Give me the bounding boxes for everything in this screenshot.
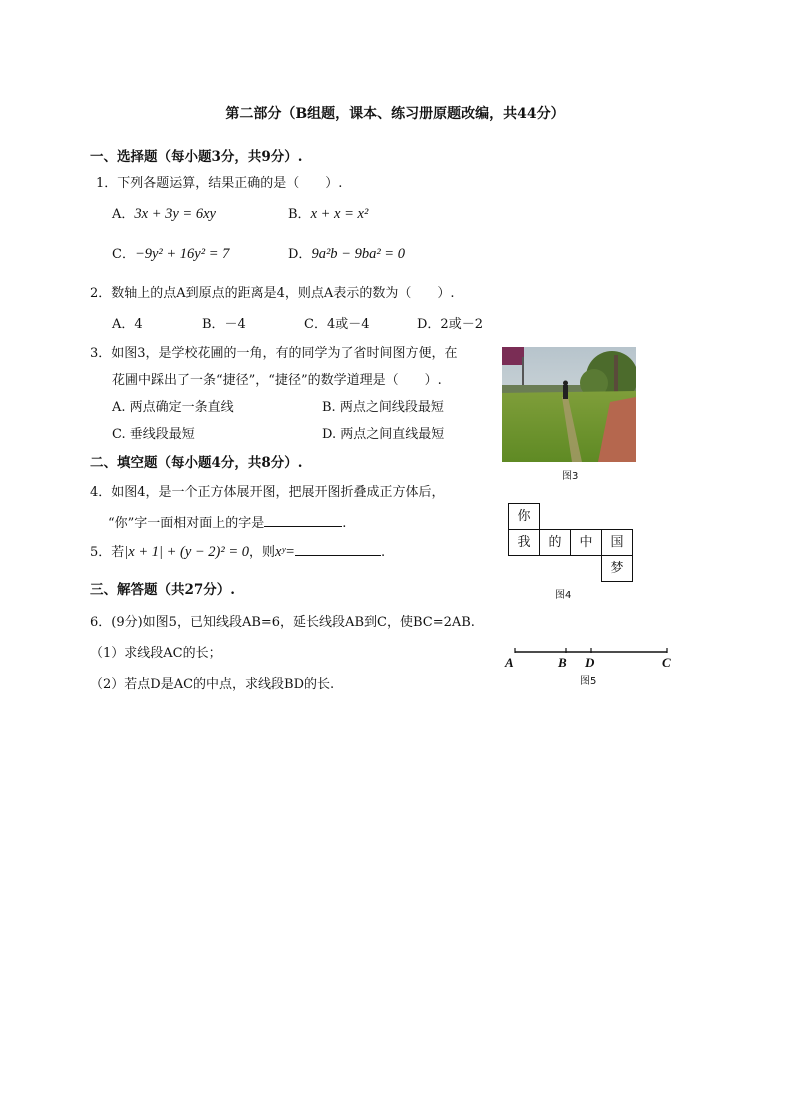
q3-option-d: D. 两点之间直线最短: [322, 427, 445, 442]
point-label-c: C: [662, 655, 671, 670]
figure-5-caption: 图5: [580, 676, 597, 687]
q2-option-c: C．4或－4: [304, 317, 370, 332]
q3-option-b: B. 两点之间线段最短: [322, 400, 444, 415]
net-cell-3: 中: [570, 529, 602, 556]
point-label-a: A: [505, 655, 514, 670]
q5-answer-blank[interactable]: [295, 543, 381, 556]
question-3-stem-line1: 3．如图3，是学校花圃的一角，有的同学为了省时间图方便，在: [90, 346, 458, 361]
figure-3-photo: [502, 347, 636, 462]
question-1-stem: 1．下列各题运算，结果正确的是（ ）.: [96, 176, 343, 191]
question-6-stem: 6．(9分)如图5，已知线段AB=6，延长线段AB到C，使BC=2AB.: [90, 615, 475, 630]
figure-4-caption: 图4: [555, 590, 572, 601]
section-1-heading: 一、选择题（每小题3分，共9分）.: [90, 149, 303, 165]
q2-option-b: B．－4: [202, 317, 246, 332]
point-label-b: B: [558, 655, 567, 670]
net-cell-1: 我: [508, 529, 540, 556]
question-6-part-1: （1）求线段AC的长；: [90, 646, 222, 661]
net-cell-2: 的: [539, 529, 571, 556]
point-label-d: D: [585, 655, 595, 670]
question-3-stem-line2: 花圃中踩出了一条“捷径”，“捷径”的数学道理是（ ）.: [112, 373, 442, 388]
section-3-heading: 三、解答题（共27分）.: [90, 582, 235, 598]
page-title: 第二部分（B组题，课本、练习册原题改编，共44分）: [225, 106, 565, 122]
net-cell-bottom: 梦: [601, 555, 633, 582]
question-5: 5．若|x + 1| + (y − 2)² = 0，则xʸ= .: [90, 544, 386, 560]
q1-option-a: A．3x + 3y = 6xy: [112, 206, 216, 222]
net-cell-top: 你: [508, 503, 540, 530]
q1-option-d: D．9a²b − 9ba² = 0: [288, 246, 405, 262]
q3-option-a: A. 两点确定一条直线: [112, 400, 234, 415]
q1-option-c: C．−9y² + 16y² = 7: [112, 246, 230, 262]
q1-option-b: B．x + x = x²: [288, 206, 369, 222]
q2-option-d: D．2或－2: [417, 317, 483, 332]
net-cell-4: 国: [601, 529, 633, 556]
question-2-stem: 2．数轴上的点A到原点的距离是4，则点A表示的数为（ ）.: [90, 286, 455, 301]
q3-option-c: C. 垂线段最短: [112, 427, 195, 442]
q4-answer-blank[interactable]: [264, 514, 342, 527]
question-6-part-2: （2）若点D是AC的中点，求线段BD的长.: [90, 677, 335, 692]
question-4-line1: 4．如图4，是一个正方体展开图，把展开图折叠成正方体后，: [90, 485, 445, 500]
figure-3-caption: 图3: [562, 471, 579, 482]
q2-option-a: A．4: [112, 317, 143, 332]
question-4-line2: “你”字一面相对面上的字是 .: [108, 516, 347, 531]
garden-photo-illustration: [502, 347, 636, 462]
section-2-heading: 二、填空题（每小题4分，共8分）.: [90, 455, 303, 471]
